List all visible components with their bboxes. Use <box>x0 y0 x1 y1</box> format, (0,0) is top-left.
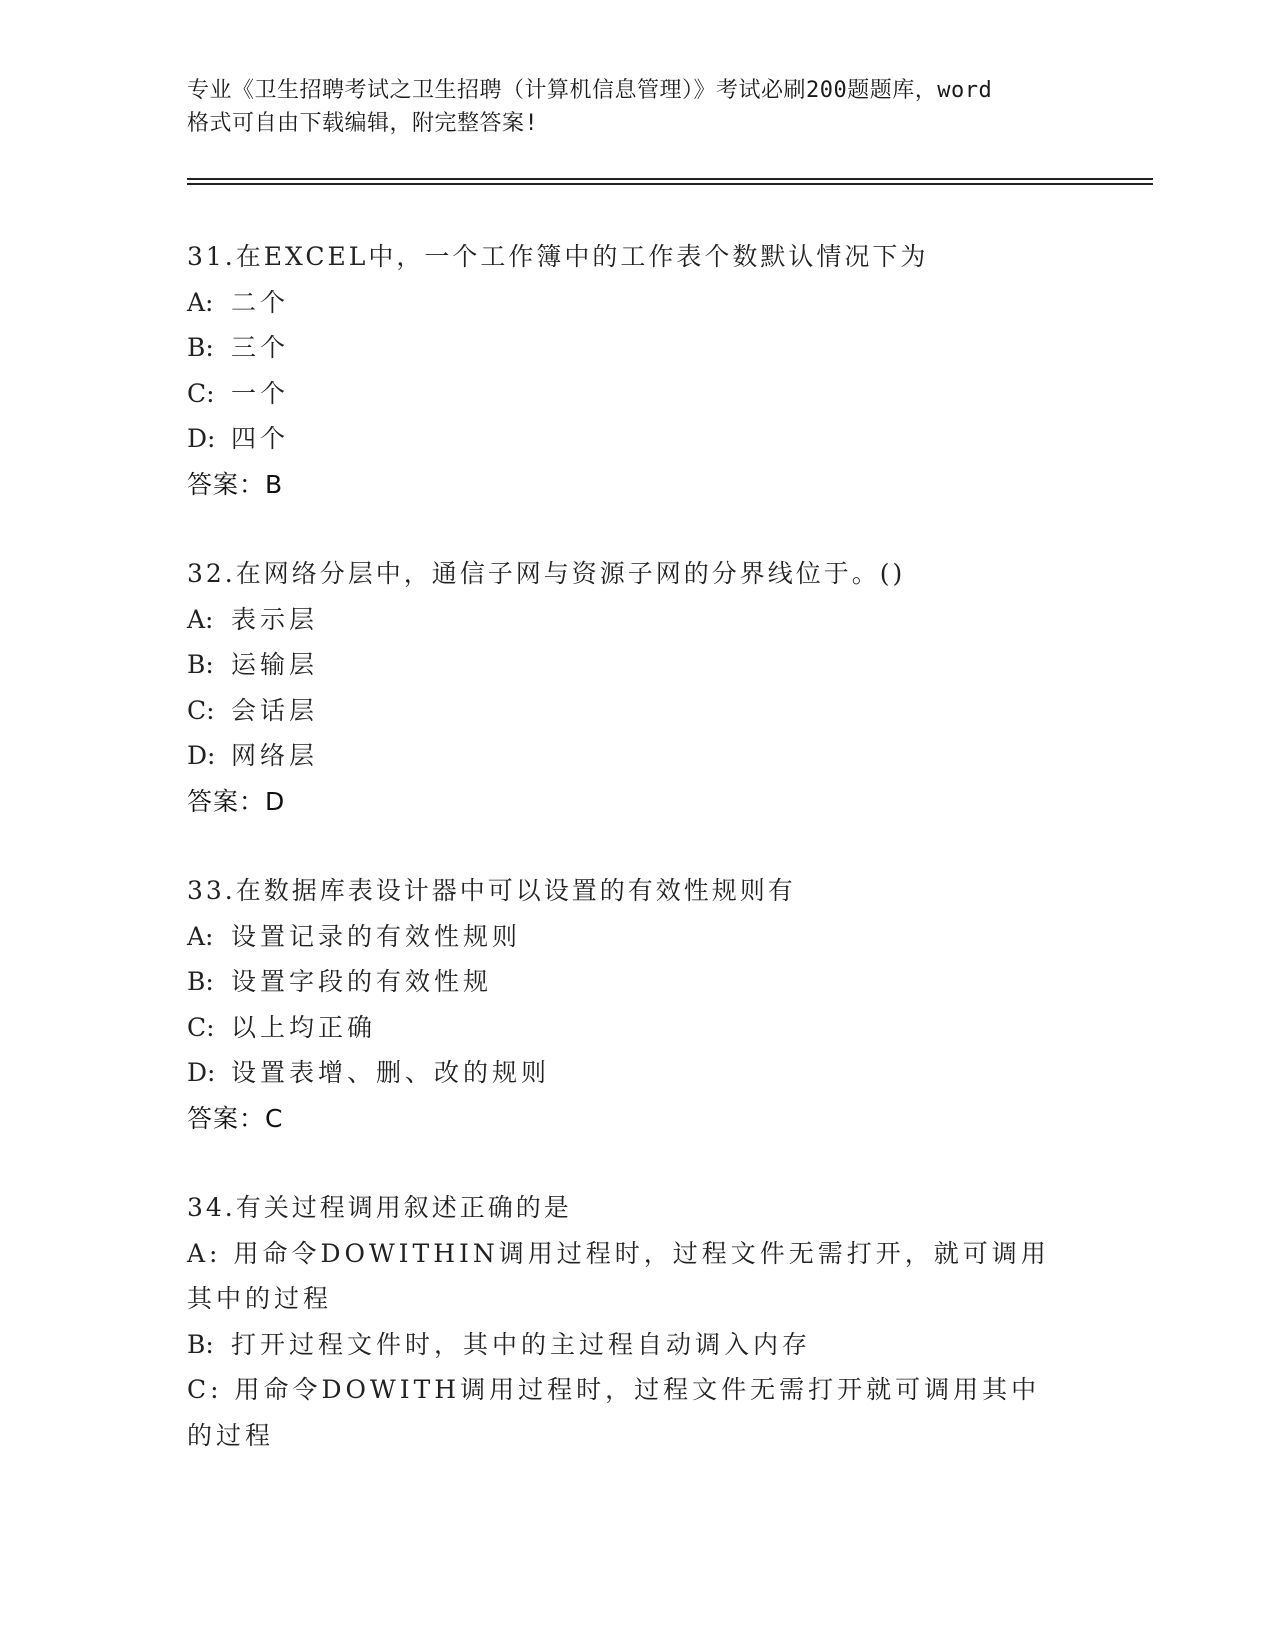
question-34 <box>187 1185 1087 1458</box>
option-letter: C: <box>187 1375 223 1404</box>
option-b <box>187 1322 1087 1368</box>
option-text: 以上均正确 <box>231 1012 377 1042</box>
option-letter: C: <box>187 695 215 725</box>
option-letter: C: <box>187 1012 215 1042</box>
option-text: 四个 <box>231 424 290 453</box>
option-text: 网络层 <box>231 741 319 770</box>
question-33 <box>187 868 1087 1141</box>
option-text: 设置表增、删、改的规则 <box>231 1058 551 1087</box>
option-letter: D: <box>187 1058 216 1087</box>
option-text: 设置字段的有效性规 <box>231 967 493 996</box>
option-letter: B: <box>187 333 214 362</box>
option-d <box>187 1050 1087 1096</box>
option-text: 用命令DOWITHIN调用过程时，过程文件无需打开，就可调用其中的过程 <box>187 1238 1050 1313</box>
option-text: 一个 <box>231 378 290 408</box>
option-d <box>187 416 1087 462</box>
header-divider-top <box>187 178 1153 180</box>
option-letter: C: <box>187 378 215 408</box>
question-title: 31.在EXCEL中，一个工作簿中的工作表个数默认情况下为 <box>187 242 929 271</box>
header-divider-bottom <box>187 183 1153 185</box>
option-a <box>187 1231 1067 1322</box>
option-letter: A: <box>187 604 214 634</box>
option-text: 设置记录的有效性规则 <box>231 921 522 951</box>
option-c <box>187 371 1087 417</box>
document-header <box>187 74 1087 140</box>
option-letter: B: <box>187 967 214 996</box>
option-letter: A: <box>187 287 214 317</box>
option-c <box>187 688 1087 734</box>
option-c <box>187 1005 1087 1051</box>
option-b <box>187 325 1087 371</box>
option-letter: D: <box>187 741 216 770</box>
question-title: 33.在数据库表设计器中可以设置的有效性规则有 <box>187 876 796 905</box>
header-line-2: 格式可自由下载编辑，附完整答案! <box>187 111 539 136</box>
option-a <box>187 597 1087 643</box>
option-text: 三个 <box>231 333 290 362</box>
answer: 答案：C <box>187 1103 284 1133</box>
option-letter: A: <box>187 921 214 951</box>
answer: 答案：B <box>187 469 284 499</box>
question-31 <box>187 234 1087 507</box>
option-letter: A: <box>187 1238 222 1268</box>
question-title: 34.有关过程调用叙述正确的是 <box>187 1193 572 1222</box>
option-text: 用命令DOWITH调用过程时，过程文件无需打开就可调用其中的过程 <box>187 1375 1041 1450</box>
option-text: 二个 <box>231 287 290 317</box>
question-list <box>187 234 1087 1502</box>
option-text: 会话层 <box>231 695 319 725</box>
question-title: 32.在网络分层中，通信子网与资源子网的分界线位于。() <box>187 559 906 588</box>
answer: 答案：D <box>187 786 286 816</box>
option-letter: B: <box>187 1329 214 1359</box>
option-text: 打开过程文件时，其中的主过程自动调入内存 <box>231 1329 812 1359</box>
option-letter: B: <box>187 650 214 679</box>
question-32 <box>187 551 1087 824</box>
option-b <box>187 642 1087 688</box>
option-text: 表示层 <box>231 604 319 634</box>
option-b <box>187 959 1087 1005</box>
option-c <box>187 1367 1067 1458</box>
option-text: 运输层 <box>231 650 319 679</box>
option-a <box>187 914 1087 960</box>
option-letter: D: <box>187 424 216 453</box>
option-d <box>187 733 1087 779</box>
option-a <box>187 280 1087 326</box>
header-line-1: 专业《卫生招聘考试之卫生招聘（计算机信息管理）》考试必刷200题题库，word <box>187 78 993 103</box>
